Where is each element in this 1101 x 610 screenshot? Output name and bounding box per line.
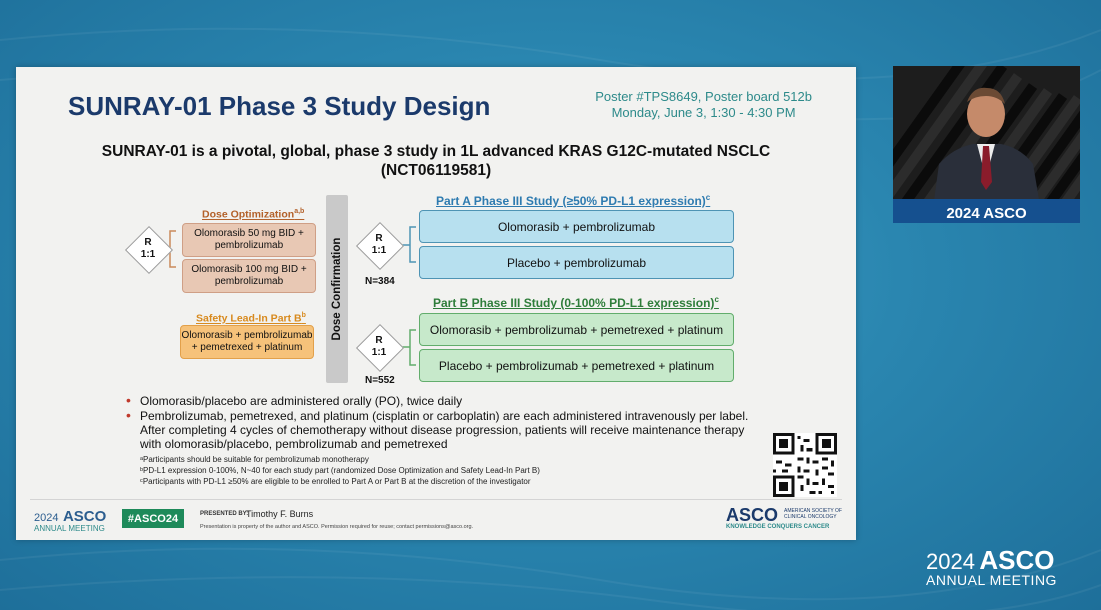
- poster-time: Monday, June 3, 1:30 - 4:30 PM: [611, 105, 796, 120]
- bullet-list: [126, 394, 756, 452]
- corner-logo-year: 2024: [926, 549, 975, 574]
- slide-title: SUNRAY-01 Phase 3 Study Design: [68, 91, 491, 121]
- society-name: ASCO: [726, 505, 779, 525]
- safety-arm-box: Olomorasib + pembrolizumab + pemetrexed + platinum: [180, 325, 314, 359]
- presenter-name: Timothy F. Burns: [246, 509, 314, 519]
- randomization-ratio: 1:1: [371, 347, 387, 358]
- subtitle-line: (NCT06119581): [380, 162, 492, 179]
- part-a-title: Part A Phase III Study (≥50% PD-L1 expression)$^c$: [436, 193, 711, 208]
- arm-50mg-box: Olomorasib 50 mg BID + pembrolizumab: [182, 223, 316, 257]
- randomization-ratio: 1:1: [140, 249, 156, 260]
- footnotes: [140, 454, 540, 487]
- speaker-video[interactable]: [893, 66, 1080, 223]
- presentation-slide: [16, 67, 856, 540]
- part-a-arm-olomorasib: Olomorasib + pembrolizumab: [419, 210, 734, 243]
- safety-lead-in-label: Safety Lead-In Part $B^b$: [196, 312, 306, 325]
- randomization-letter: R: [375, 233, 383, 244]
- podium-sign: 2024 ASCO: [893, 199, 1080, 223]
- logo-name: ASCO: [62, 508, 107, 525]
- asco-society-logo: [726, 505, 842, 530]
- footnote: ᵇPD-L1 expression 0-100%, N~40 for each study part (randomized Dose Optimization and Safety Lead-In Part B): [140, 466, 540, 475]
- footnote: ᵃParticipants should be suitable for pembrolizumab monotherapy: [140, 455, 369, 464]
- randomization-left: [126, 227, 170, 271]
- part-b-n: N=552: [365, 375, 395, 386]
- part-b-arm-placebo: Placebo + pembrolizumab + pemetrexed + platinum: [419, 349, 734, 382]
- part-b-title: Part B Phase III Study (0-100% PD-L1 expression)$^c$: [433, 295, 719, 310]
- randomization-letter: R: [375, 335, 383, 346]
- footnote: ᶜParticipants with PD-L1 ≥50% are eligible to be enrolled to Part A or Part B at the discretion of the investigator: [140, 477, 531, 486]
- footer-divider: [30, 499, 842, 500]
- dose-optimization-label: Dose Optimization$^{a,b}$: [202, 208, 305, 221]
- poster-number: Poster #TPS8649, Poster board 512b: [595, 89, 812, 104]
- logo-year: 2024: [34, 512, 59, 524]
- bullet-item: • Pembrolizumab, pemetrexed, and platinum (cisplatin or carboplatin) are each administered intravenously per label. After completing 4 cycles of chemotherapy without disease progression, patients will receive maintenance therapy with olomorasib/placebo, pembrolizumab and pemetrexed: [126, 409, 756, 451]
- broadcast-corner-logo: [926, 545, 1057, 588]
- part-b-arm-olomorasib: Olomorasib + pembrolizumab + pemetrexed + platinum: [419, 313, 734, 346]
- part-a-arm-placebo: Placebo + pembrolizumab: [419, 246, 734, 279]
- dose-confirmation-bar: [326, 195, 348, 383]
- randomization-part-b: [357, 325, 401, 369]
- society-tagline: KNOWLEDGE CONQUERS CANCER: [726, 524, 830, 530]
- arm-100mg-box: Olomorasib 100 mg BID + pembrolizumab: [182, 259, 316, 293]
- hashtag-badge: #ASCO24: [122, 509, 184, 528]
- qr-code-icon[interactable]: [773, 433, 837, 497]
- presented-by-label: PRESENTED BY:: [200, 511, 249, 517]
- logo-meeting: ANNUAL MEETING: [34, 524, 105, 533]
- randomization-letter: R: [144, 237, 152, 248]
- bullet-item: • Olomorasib/placebo are administered orally (PO), twice daily: [126, 394, 756, 408]
- society-full-name: AMERICAN SOCIETY OF CLINICAL ONCOLOGY: [784, 508, 842, 520]
- randomization-ratio: 1:1: [371, 245, 387, 256]
- corner-logo-name: ASCO: [979, 545, 1055, 575]
- randomization-part-a: [357, 223, 401, 267]
- part-a-n: N=384: [365, 276, 395, 287]
- asco-annual-meeting-logo: [34, 508, 106, 533]
- dose-confirmation-label: Dose Confirmation: [331, 237, 343, 341]
- disclaimer: Presentation is property of the author and ASCO. Permission required for reuse; contact permissions@asco.org.: [200, 524, 474, 530]
- subtitle-line: SUNRAY-01 is a pivotal, global, phase 3 study in 1L advanced KRAS G12C-mutated NSCLC: [101, 143, 771, 160]
- corner-logo-meeting: ANNUAL MEETING: [926, 572, 1057, 588]
